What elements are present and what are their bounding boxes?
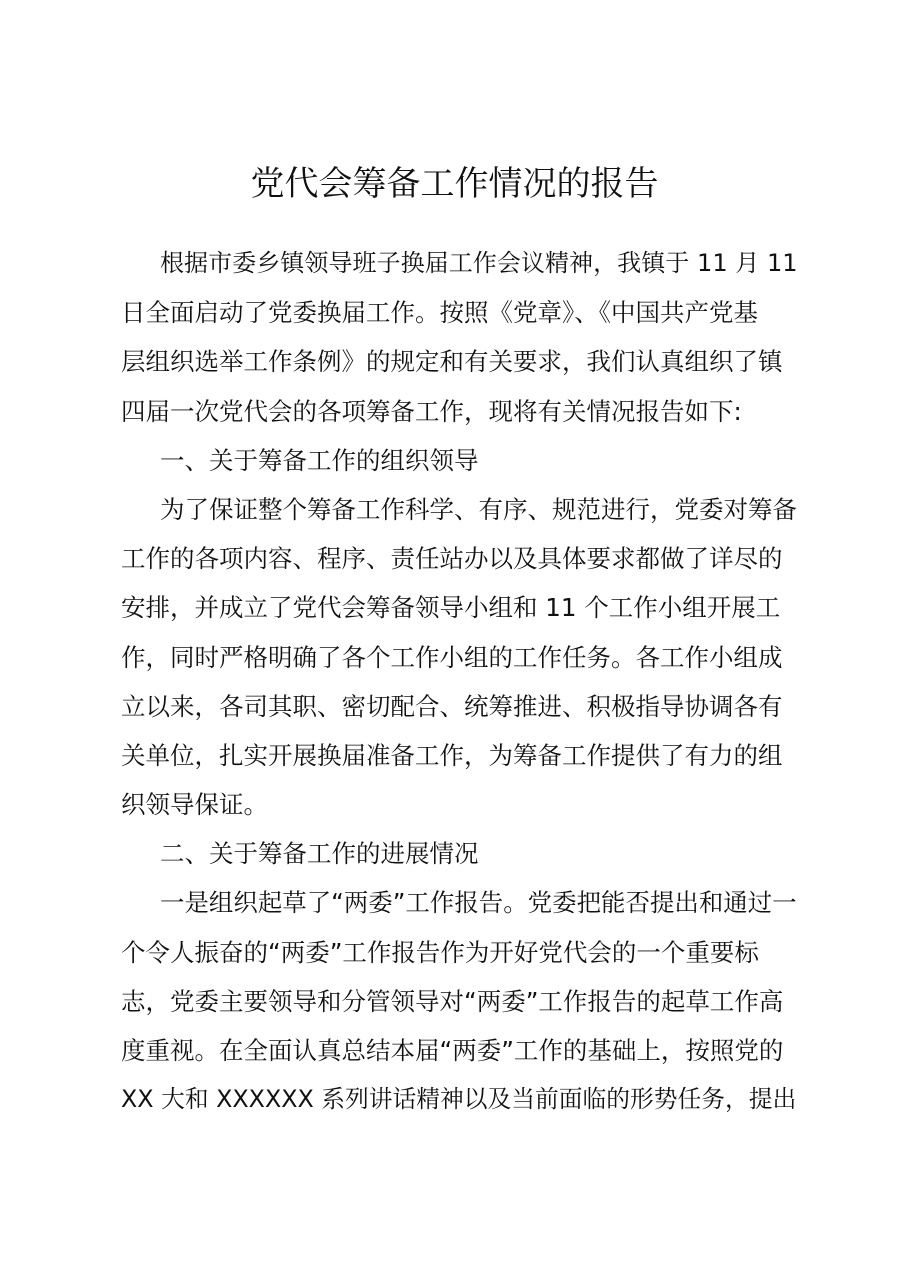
paragraph-line: 织领导保证。 [121, 790, 268, 820]
paragraph-line: 根据市委乡镇领导班子换届工作会议精神，我镇于 11 月 11 [160, 249, 798, 277]
paragraph-line: 为了保证整个筹备工作科学、有序、规范进行，党委对筹备 [160, 494, 797, 524]
paragraph-line: XX 大和 XXXXXX 系列讲话精神以及当前面临的形势任务，提出 [121, 1085, 797, 1114]
section-heading-line: 二、关于筹备工作的进展情况 [160, 839, 479, 869]
paragraph-line: 作，同时严格明确了各个工作小组的工作任务。各工作小组成 [121, 642, 783, 672]
paragraph-line: 志，党委主要领导和分管领导对“两委”工作报告的起草工作高 [121, 986, 784, 1016]
paragraph-line: 层组织选举工作条例》的规定和有关要求，我们认真组织了镇 [121, 347, 783, 377]
document-body [121, 239, 797, 1124]
paragraph-line: 工作的各项内容、程序、责任站办以及具体要求都做了详尽的 [121, 544, 783, 574]
paragraph-line: 关单位，扎实开展换届准备工作，为筹备工作提供了有力的组 [121, 740, 783, 770]
paragraph-line: 立以来，各司其职、密切配合、统筹推进、积极指导协调各有 [121, 691, 783, 721]
paragraph-line: 度重视。在全面认真总结本届“两委”工作的基础上，按照党的 [121, 1036, 784, 1065]
paragraph-line: 四届一次党代会的各项筹备工作，现将有关情况报告如下: [121, 396, 742, 426]
paragraph-line: 安排，并成立了党代会筹备领导小组和 11 个工作小组开展工 [121, 593, 781, 623]
paragraph-line: 个令人振奋的“两委”工作报告作为开好党代会的一个重要标 [121, 937, 759, 967]
paragraph-line: 一是组织起草了“两委”工作报告。党委把能否提出和通过一 [160, 888, 797, 918]
document-title: 党代会筹备工作情况的报告 [250, 164, 659, 204]
section-heading-line: 一、关于筹备工作的组织领导 [160, 445, 479, 475]
paragraph-line: 日全面启动了党委换届工作。按照《党章》、《中国共产党基 [121, 298, 758, 328]
